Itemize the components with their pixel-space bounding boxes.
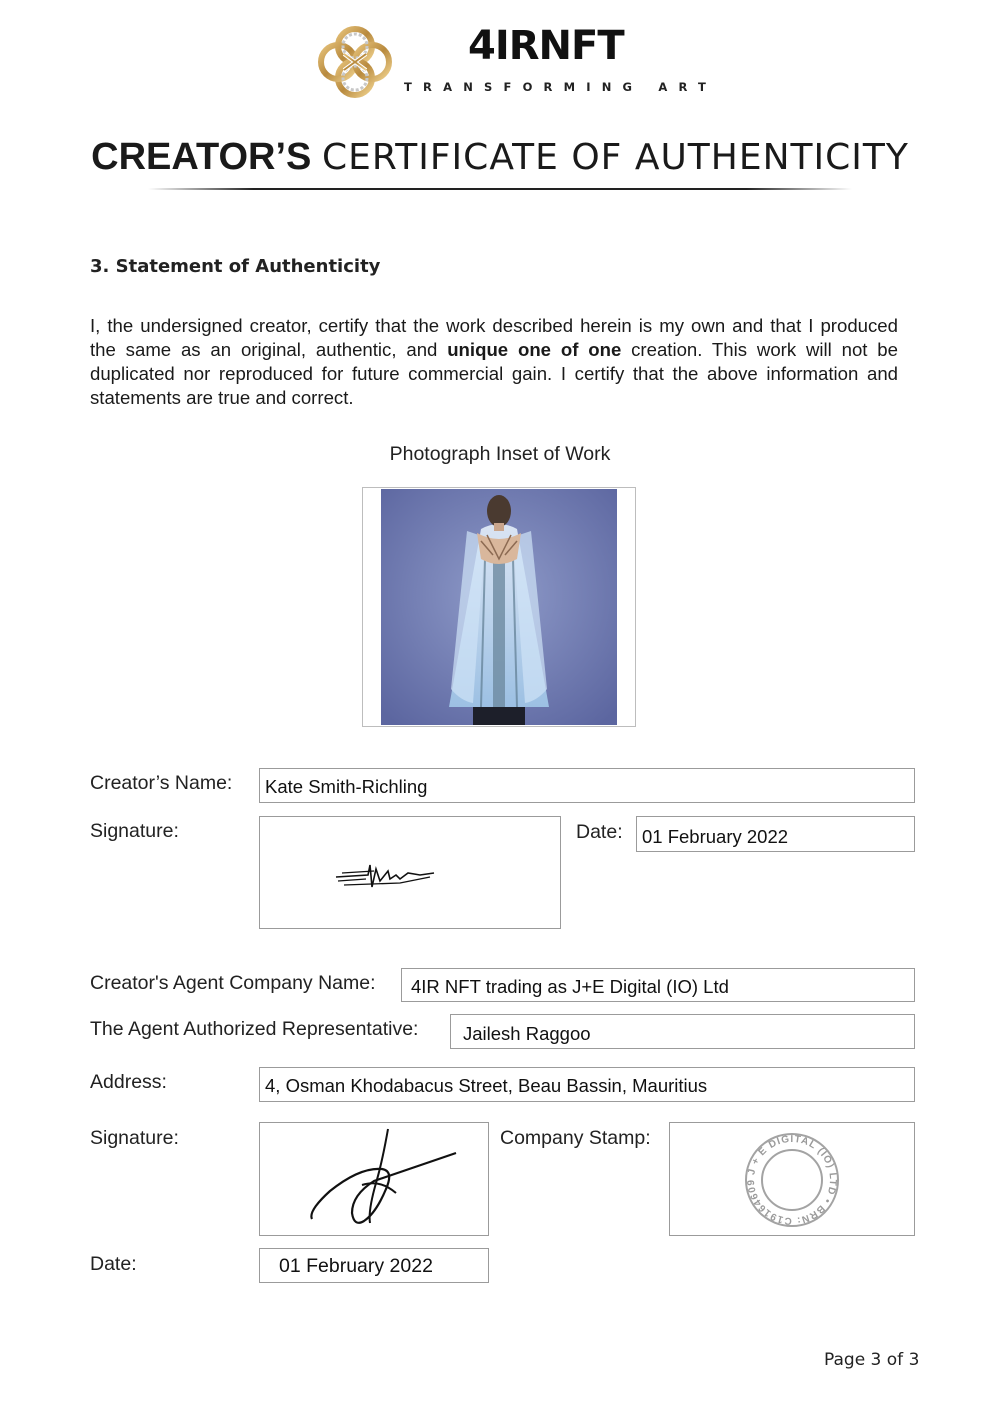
creator-name-field xyxy=(259,768,915,803)
statement-paragraph xyxy=(90,314,898,410)
creator-date-field xyxy=(636,816,915,852)
statement-text-end: creation. This work will not be duplicated nor reproduced for future commercial gain. I certify that the above information and statements are true and correct. xyxy=(90,339,898,408)
brand-name: 4IRNFT xyxy=(468,23,624,69)
statement-text-bold: unique one of one xyxy=(447,339,622,360)
agent-company-value: 4IR NFT trading as J+E Digital (IO) Ltd xyxy=(411,976,729,997)
agent-date-field xyxy=(259,1248,489,1283)
agent-representative-value: Jailesh Raggoo xyxy=(463,1023,591,1044)
agent-date-label: Date: xyxy=(90,1253,137,1275)
photo-caption: Photograph Inset of Work xyxy=(389,443,611,465)
page-number: Page 3 of 3 xyxy=(824,1350,920,1370)
certificate-title xyxy=(0,134,1000,181)
agent-representative-label: The Agent Authorized Representative: xyxy=(90,1018,419,1040)
title-divider xyxy=(148,188,852,190)
agent-address-label: Address: xyxy=(90,1071,167,1093)
agent-signature-image xyxy=(300,1123,460,1233)
agent-representative-field xyxy=(450,1014,915,1049)
creator-signature-label: Signature: xyxy=(90,820,179,842)
creator-date-label: Date: xyxy=(576,821,623,843)
company-stamp-box xyxy=(669,1122,915,1236)
title-bold-part: CREATOR’S xyxy=(91,136,312,178)
creator-signature-box xyxy=(259,816,561,929)
agent-address-field xyxy=(259,1067,915,1102)
agent-date-value: 01 February 2022 xyxy=(279,1255,433,1277)
brand-tagline: TRANSFORMING ART xyxy=(404,80,718,94)
agent-address-value: 4, Osman Khodabacus Street, Beau Bassin, Mauritius xyxy=(265,1075,708,1096)
creator-name-value: Kate Smith-Richling xyxy=(265,776,428,797)
company-stamp-seal-icon xyxy=(740,1131,844,1229)
creator-name-label: Creator’s Name: xyxy=(90,772,233,794)
creator-signature-image xyxy=(330,857,440,893)
agent-signature-box xyxy=(259,1122,489,1236)
agent-company-field xyxy=(401,968,915,1002)
title-main-part: CERTIFICATE OF AUTHENTICITY xyxy=(321,137,909,178)
statement-text-start: I, the undersigned creator, certify that the work described herein is my own and that I produced the same as an original, authentic, and xyxy=(90,315,898,360)
svg-text:J + E DIGITAL (IO) LTD • BRN:: J + E DIGITAL (IO) LTD • BRN: C19164609 xyxy=(745,1133,839,1227)
brand-logo-icon xyxy=(316,24,394,100)
agent-signature-label: Signature: xyxy=(90,1127,179,1149)
artwork-photo xyxy=(381,489,617,725)
agent-company-label: Creator's Agent Company Name: xyxy=(90,972,376,994)
section-heading: 3. Statement of Authenticity xyxy=(90,256,381,277)
creator-date-value: 01 February 2022 xyxy=(642,826,789,847)
company-stamp-label: Company Stamp: xyxy=(500,1127,651,1149)
